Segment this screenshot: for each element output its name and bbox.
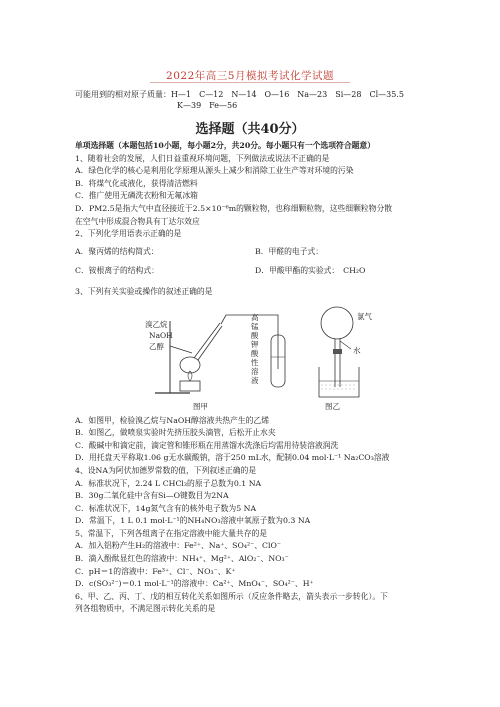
q3-figures xyxy=(75,301,445,413)
q5-stem: 5、常温下，下列各组离子在指定溶液中能大量共存的是 xyxy=(75,528,268,538)
q2-stem: 2、下列化学用语表示正确的是 xyxy=(75,229,182,239)
q5-option-d: D．c(SO₃²⁻)＝0.1 mol·L⁻¹的溶液中：Ca²⁺、MnO₄⁻、SO₄²⁻、H⁺ xyxy=(75,579,314,589)
q4-option-d: D．常温下，1 L 0.1 mol·L⁻¹的NH₄NO₃溶液中氧原子数为0.3 NA xyxy=(75,516,311,526)
fig-b-label-chlorine: 氯气 xyxy=(357,311,372,321)
fig-b-caption: 图乙 xyxy=(325,401,340,411)
atomic-masses xyxy=(75,89,435,111)
q5-option-b: B．滴入酚酞显红色的溶液中：NH₄⁺、Mg²⁺、AlO₂⁻、NO₃⁻ xyxy=(75,554,289,564)
section-note: 单项选择题（本题包括10小题，每小题2分，共20分。每小题只有一个选项符合题意） xyxy=(75,141,376,150)
fig-a-caption: 图甲 xyxy=(193,401,208,411)
q2-row-ab xyxy=(75,246,445,259)
q5-option-c: C．pH＝1的溶液中：Fe³⁺、Cl⁻、NO₃⁻、K⁺ xyxy=(75,566,236,576)
q1-option-a: A．绿色化学的核心是利用化学原理从源头上减少和消除工业生产等对环境的污染 xyxy=(75,166,354,176)
q2-row-cd xyxy=(75,265,445,278)
q6-stem-cont: 列各组物质中，不满足图示转化关系的是 xyxy=(75,604,216,614)
atomic-masses-line-1: 可能用到的相对原子质量：H—1 C—12 N—14 O—16 Na—23 Si—28 Cl—35.5 xyxy=(75,90,404,99)
q4-stem: 4、设NA为阿伏加德罗常数的值，下列叙述正确的是 xyxy=(75,465,257,475)
fig-a-label-kmno4: 高锰酸钾酸性溶液 xyxy=(251,312,259,385)
fig-a-label-naoh: NaOH xyxy=(149,330,173,340)
page-title: 2022年高三5月模拟考试化学试题 xyxy=(166,70,334,82)
q2-option-b: B．甲醛的电子式： xyxy=(255,246,324,256)
q3-stem: 3、下列有关实验或操作的叙述正确的是 xyxy=(75,286,213,296)
q3-option-c: C．酸碱中和滴定前，滴定管和锥形瓶在用蒸馏水洗涤后均需用待装溶液润洗 xyxy=(75,440,339,450)
q1-stem: 1、随着社会的发展，人们日益重视环境问题，下列做法或说法不正确的是 xyxy=(75,153,330,163)
q3-option-a: A．如图甲，检验溴乙烷与NaOH醇溶液共热产生的乙烯 xyxy=(75,415,270,425)
q5-option-a: A．加入铝粉产生H₂的溶液中：Fe²⁺、Na⁺、SO₄²⁻、ClO⁻ xyxy=(75,541,281,551)
q6-stem: 6、甲、乙、丙、丁、戊的相互转化关系如图所示（反应条件略去，箭头表示一步转化）。下 xyxy=(75,591,388,601)
q2-option-d: D．甲酸甲酯的实验式： CH₂O xyxy=(255,266,366,276)
q1-option-d: D．PM2.5是指大气中直径接近于2.5×10⁻⁶m的颗粒物，也称细颗粒物，这些细颗粒物分散 xyxy=(75,203,393,213)
q3-option-b: B．如图乙，做喷泉实验时先挤压胶头滴管，后松开止水夹 xyxy=(75,428,276,438)
q4-option-a: A．标准状况下，2.24 L CHCl₃的原子总数为0.1 NA xyxy=(75,478,262,488)
fig-a-label-bromoethane: 溴乙烷 xyxy=(145,319,168,329)
section-title: 选择题（共40分） xyxy=(195,122,305,137)
fig-a-label-ethanol: 乙醇 xyxy=(149,341,164,351)
q4-option-b: B．30g二氧化硅中含有Si—O键数目为2NA xyxy=(75,491,229,501)
q1-option-d-cont: 在空气中形成混合物具有丁达尔效应 xyxy=(75,216,200,226)
q3-option-d: D．用托盘天平称取1.06 g无水碳酸钠，溶于250 mL水，配制0.04 mol·L⁻¹ Na₂CO₃溶液 xyxy=(75,453,390,463)
q1-option-c: C．推广使用无磷洗衣粉和无氟冰箱 xyxy=(75,191,198,201)
q1-option-b: B．将煤气化或液化，获得清洁燃料 xyxy=(75,178,198,188)
q4-option-c: C．标准状况下，14g氮气含有的核外电子数为5 NA xyxy=(75,503,257,513)
title-underline xyxy=(150,82,350,83)
q2-option-a: A．聚丙烯的结构简式： xyxy=(75,246,159,256)
questions-body xyxy=(75,140,445,616)
fig-b-label-water: 水 xyxy=(353,345,361,355)
atomic-masses-line-2: K—39 Fe—56 xyxy=(177,101,238,110)
q2-option-c: C．铵根离子的结构式： xyxy=(75,266,159,276)
